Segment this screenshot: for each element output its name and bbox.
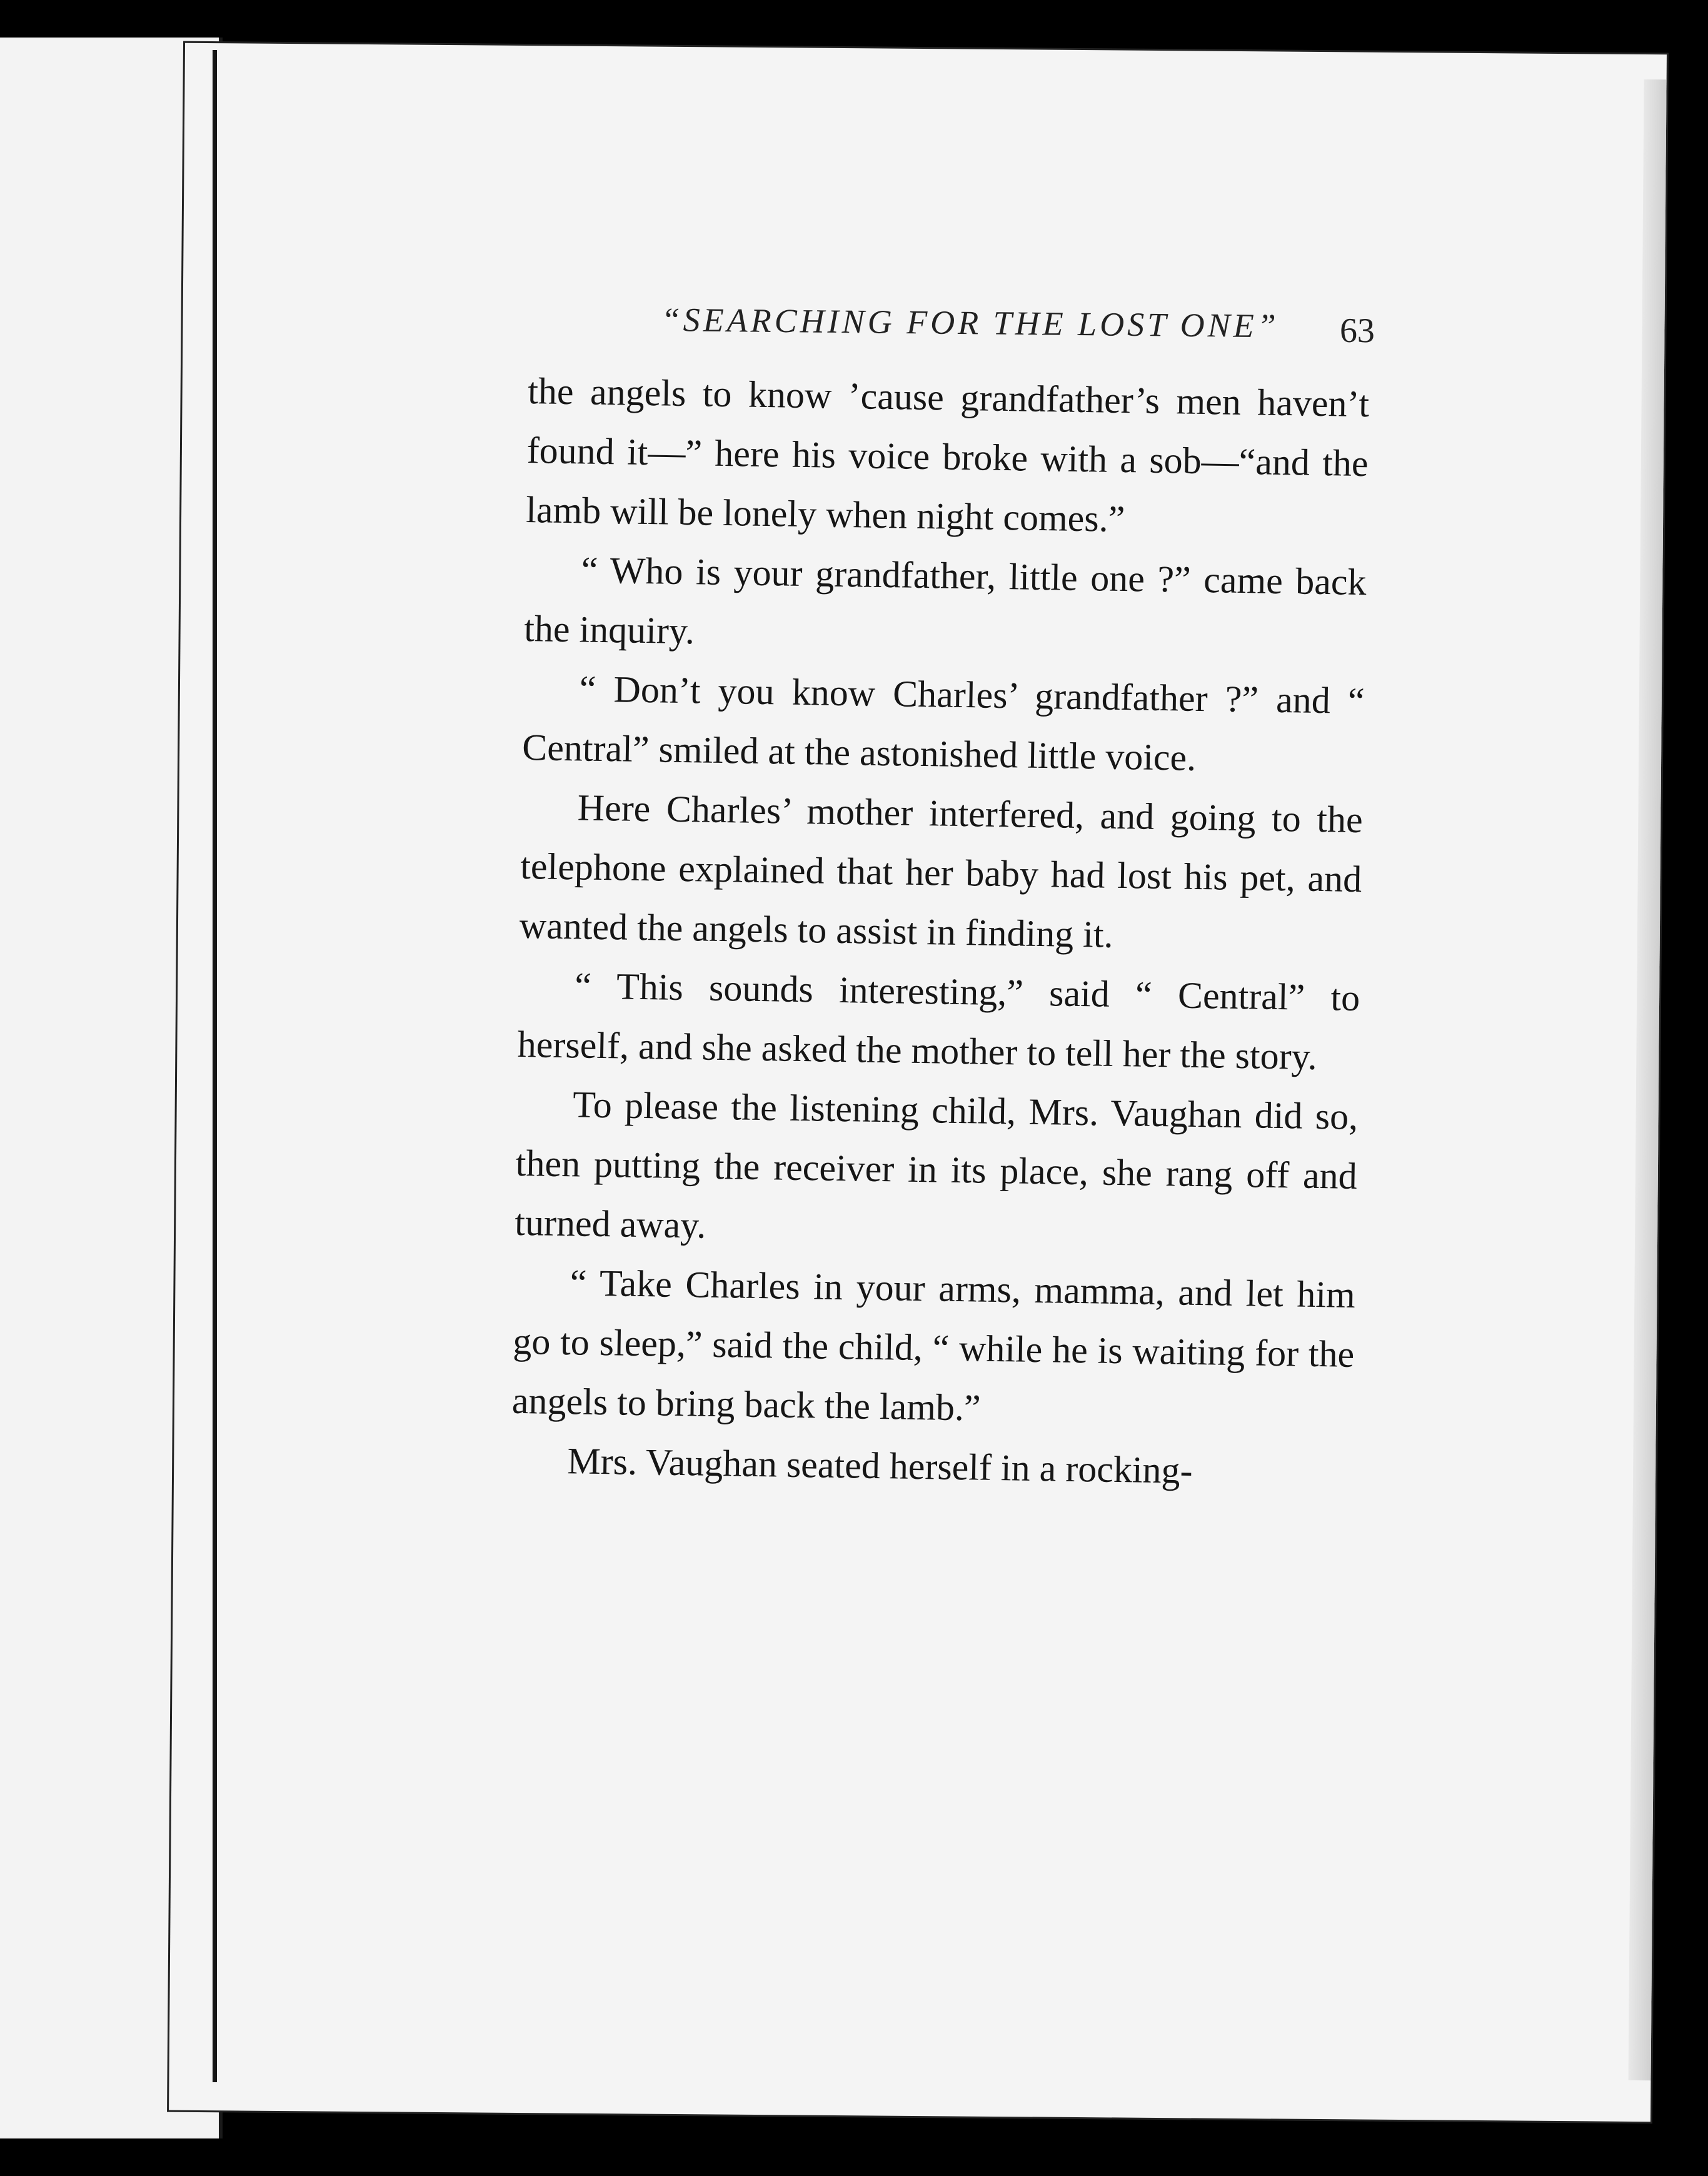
paragraph: “ Take Charles in your arms, mamma, and let him go to sleep,” said the child, “ while he is waiting for the angels to bring back the lamb.”	[511, 1262, 1356, 1429]
paragraph: Here Charles’ mother interfered, and going to the telephone explained that her baby had lost his pet, and wanted the angels to assist in finding it.	[519, 787, 1364, 955]
paragraph: To please the listening child, Mrs. Vaughan did so, then putting the receiver in its place, she rang off and turned away.	[514, 1084, 1359, 1246]
running-head: “SEARCHING FOR THE LOST ONE”	[661, 300, 1280, 345]
body-text	[511, 361, 1370, 1503]
page-edge	[1629, 79, 1667, 2080]
binding-gutter	[213, 50, 217, 2082]
paragraph: “ Don’t you know Charles’ grandfather ?” and “ Central” smiled at the astonished little voice.	[521, 668, 1365, 778]
paragraph: “ This sounds interesting,” said “ Central” to herself, and she asked the mother to tell her the story.	[517, 965, 1360, 1077]
paragraph: the angels to know ’cause grandfather’s men haven’t found it—” here his voice broke with a sob—“and the lamb will be lonely when night comes.”	[525, 370, 1370, 540]
paragraph: Mrs. Vaughan seated herself in a rocking-	[566, 1440, 1193, 1491]
paragraph: “ Who is your grandfather, little one ?” came back the inquiry.	[523, 549, 1367, 652]
page-number: 63	[1339, 311, 1375, 351]
